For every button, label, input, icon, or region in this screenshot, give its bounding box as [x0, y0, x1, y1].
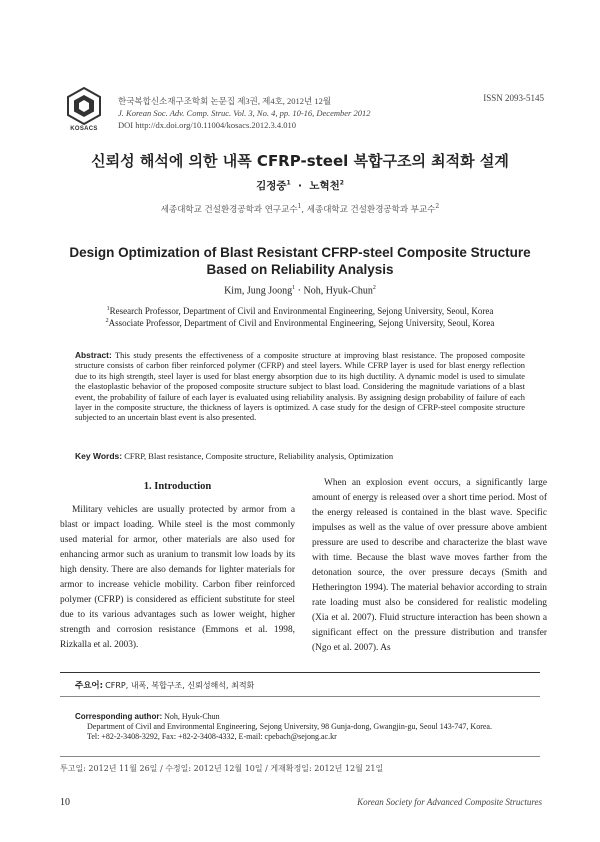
english-affiliation-2 [0, 318, 600, 328]
journal-footer: Korean Society for Advanced Composite Structures [357, 797, 542, 807]
english-author-1-sup: 1 [292, 285, 296, 291]
footnote-rule-top [60, 672, 540, 673]
korean-affil-1-sup: 1 [297, 203, 302, 211]
korean-authors [0, 178, 600, 193]
journal-header-citation: J. Korean Soc. Adv. Comp. Struc. Vol. 3, No. 4, pp. 10-16, December 2012 [118, 108, 371, 118]
korean-keywords [75, 679, 254, 691]
corresponding-author-label: Corresponding author: [75, 712, 163, 721]
english-author-2-sup: 2 [372, 285, 376, 291]
footnote-rule-bottom [60, 756, 540, 757]
korean-keywords-label: 주요어: [75, 681, 104, 691]
korean-affil-2: 세종대학교 건설환경공학과 부교수 [306, 205, 436, 215]
corresponding-author-contact: Tel: +82-2-3408-3292, Fax: +82-2-3408-4332, E-mail: cpebach@sejong.ac.kr [87, 732, 337, 741]
english-authors [0, 285, 600, 296]
keywords-label: Key Words: [75, 451, 123, 461]
english-affiliation-1 [0, 306, 600, 316]
logo-label: KOSACS [70, 126, 98, 132]
page-number: 10 [60, 797, 70, 808]
intro-paragraph-2: When an explosion event occurs, a significantly large amount of energy is released over a short time period. Most of the energy released is contained in the blast wave. Specific impulses as well as the value of over pressure above ambient pressure are used to describe and characterize the blast wave with time. Because the blast wave moves farther from the detonation source, the over pressure decays (Smith and Hetherington 1994). The material behavior according to strain rate loading must also be considered for realistic modeling (Xia et al. 2007). Fluid structure interaction has been shown a significant effect on the pressure distribution and transfer (Ngo et al. 2007). As [312, 478, 547, 653]
korean-author-2: 노혁천 [309, 180, 340, 192]
english-affil-2-text: Associate Professor, Department of Civil and Environmental Engineering, Sejong University, Seoul, Korea [108, 318, 495, 328]
journal-header-korean: 한국복합신소재구조학회 논문집 제3권, 제4호, 2012년 12월 [118, 96, 332, 106]
column-right [312, 476, 547, 656]
kosacs-logo [64, 86, 104, 126]
corresponding-author-name: Noh, Hyuk-Chun [164, 712, 220, 721]
submission-dates: 투고일: 2012년 11월 26일 / 수정일: 2012년 12월 10일 / 게재확정일: 2012년 12월 21일 [60, 764, 384, 773]
english-title-line-1: Design Optimization of Blast Resistant CFRP-steel Composite Structure [69, 245, 531, 260]
author-2-sup: 2 [339, 179, 344, 187]
corresponding-author-address: Department of Civil and Environmental Engineering, Sejong University, 98 Gunja-dong, Gwangjin-gu, Seoul 143-747, Korea. [87, 722, 492, 731]
korean-affil-2-sup: 2 [435, 203, 440, 211]
english-author-2: · Noh, Hyuk-Chun [297, 285, 373, 297]
korean-affil-1: 세종대학교 건설환경공학과 연구교수 [160, 205, 298, 215]
english-affil-1-sup: 1 [106, 306, 110, 312]
corresponding-author [75, 712, 492, 742]
author-1-sup: 1 [286, 179, 291, 187]
abstract [75, 350, 525, 424]
author-separator: · [298, 180, 302, 192]
english-title [60, 244, 540, 278]
korean-affiliations [0, 203, 600, 215]
korean-title: 신뢰성 해석에 의한 내폭 CFRP-steel 복합구조의 최적화 설계 [91, 152, 509, 170]
affil-separator: , [301, 205, 307, 215]
issn: ISSN 2093-5145 [483, 93, 544, 103]
abstract-text: This study presents the effectiveness of a composite structure at improving blast resistance. The proposed composite structure consists of carbon fiber reinforced polymer (CFRP) and steel layers. While CFRP layer is used for blast energy reflection due to its high strength, steel layer is used for blast energy absorption due to its high ductility. A dynamic model is used to simulate the elastoplastic behavior of the proposed composite structure subject to blast load. Considering the magnitude variations of a blast event, the probability of failure of each layer is evaluated using reliability analysis. By assigning design probability of failure of each layer in the composite structure, the thickness of layers is optimized. A case study for the design of CFRP-steel composite structure subjected to an uncertain blast event is also presented. [75, 351, 525, 423]
footnote-rule-middle [60, 696, 540, 697]
english-affil-1-text: Research Professor, Department of Civil and Environmental Engineering, Sejong University, Seoul, Korea [109, 306, 494, 316]
section-heading-introduction: 1. Introduction [143, 481, 212, 492]
keywords [75, 451, 525, 461]
keywords-text: CFRP, Blast resistance, Composite structure, Reliability analysis, Optimization [124, 451, 394, 461]
doi-line: DOI http://dx.doi.org/10.11004/kosacs.2012.3.4.010 [118, 120, 297, 130]
abstract-label: Abstract: [75, 350, 112, 360]
english-author-1: Kim, Jung Joong [224, 285, 293, 297]
english-title-line-2: Based on Reliability Analysis [206, 262, 394, 277]
korean-keywords-text: CFRP, 내폭, 복합구조, 신뢰성해석, 최적화 [105, 681, 255, 690]
column-left [60, 503, 295, 653]
english-affil-2-sup: 2 [105, 318, 109, 324]
korean-author-1: 김정중 [256, 180, 287, 192]
intro-paragraph-1: Military vehicles are usually protected by armor from a blast or impact loading. While steel is the most commonly used material for armor, other materials are also used for enhancing armor such as uranium to transmit low loads by its high density. There are also demands for lighter materials for armor to increase vehicle mobility. Carbon fiber reinforced polymer (CFRP) is considered as efficient substitute for steel due to its various advantages such as lower weight, higher strength and corrosion resistance (Emmons et al. 1998, Rizkalla et al. 2003). [60, 505, 295, 650]
